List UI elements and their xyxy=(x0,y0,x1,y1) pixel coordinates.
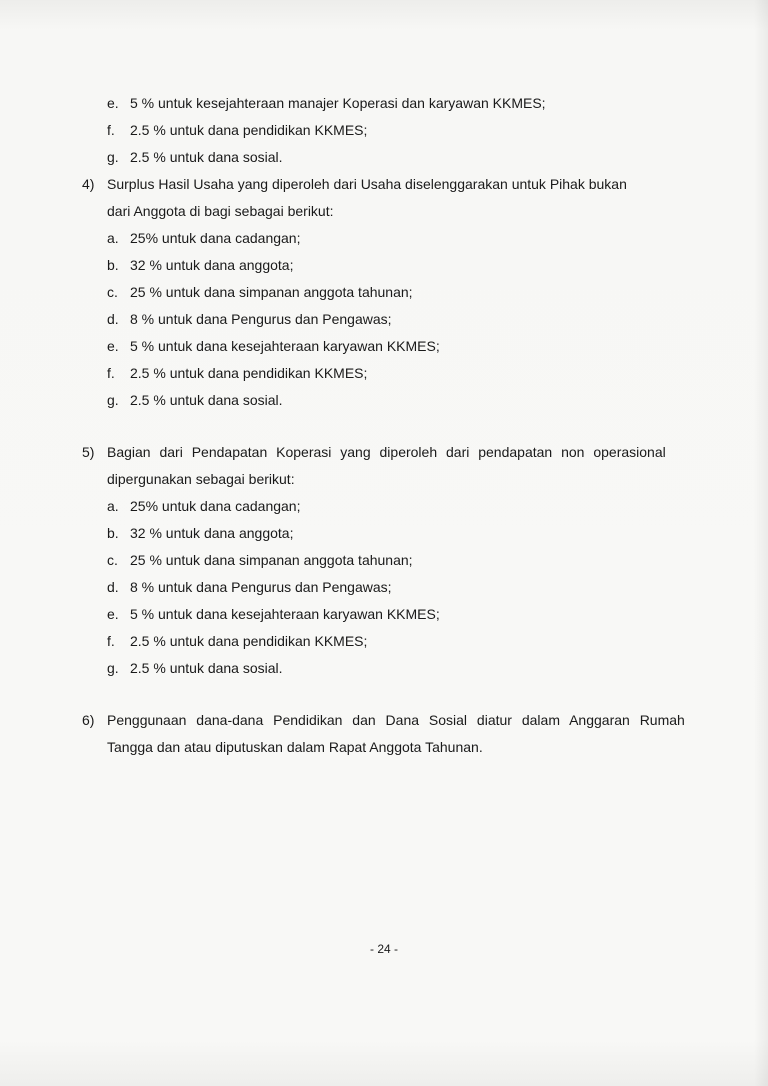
item-text-line: dipergunakan sebagai berikut: xyxy=(107,471,295,487)
list-marker: e. xyxy=(107,338,119,354)
list-item: 32 % untuk dana anggota; xyxy=(130,525,294,541)
list-marker: d. xyxy=(107,579,119,595)
list-item: 2.5 % untuk dana sosial. xyxy=(130,149,283,165)
list-marker: f. xyxy=(107,122,115,138)
item-number: 5) xyxy=(82,444,95,460)
list-item: 5 % untuk dana kesejahteraan karyawan KKMES; xyxy=(130,338,440,354)
list-item: 8 % untuk dana Pengurus dan Pengawas; xyxy=(130,579,392,595)
list-item: 25% untuk dana cadangan; xyxy=(130,230,301,246)
list-item: 2.5 % untuk dana sosial. xyxy=(130,392,283,408)
page-number: - 24 - xyxy=(369,942,398,956)
list-marker: b. xyxy=(107,257,119,273)
list-item: 2.5 % untuk dana pendidikan KKMES; xyxy=(130,365,368,381)
list-item: 2.5 % untuk dana sosial. xyxy=(130,660,283,676)
list-item: 25 % untuk dana simpanan anggota tahunan; xyxy=(130,552,413,568)
list-item: 25 % untuk dana simpanan anggota tahunan; xyxy=(130,284,413,300)
list-marker: b. xyxy=(107,525,119,541)
list-item: 8 % untuk dana Pengurus dan Pengawas; xyxy=(130,311,392,327)
list-marker: a. xyxy=(107,498,119,514)
list-item: 2.5 % untuk dana pendidikan KKMES; xyxy=(130,122,368,138)
scan-shadow xyxy=(754,0,768,1086)
list-marker: g. xyxy=(107,149,119,165)
list-marker: f. xyxy=(107,633,115,649)
item-text-line: Penggunaan dana-dana Pendidikan dan Dana Sosial diatur dalam Anggaran Rumah xyxy=(107,712,685,728)
list-marker: e. xyxy=(107,95,119,111)
item-text-line: dari Anggota di bagi sebagai berikut: xyxy=(107,203,334,219)
list-marker: g. xyxy=(107,660,119,676)
list-item: 25% untuk dana cadangan; xyxy=(130,498,301,514)
list-item: 2.5 % untuk dana pendidikan KKMES; xyxy=(130,633,368,649)
list-marker: a. xyxy=(107,230,119,246)
item-text-line: Tangga dan atau diputuskan dalam Rapat Anggota Tahunan. xyxy=(107,739,483,755)
list-marker: g. xyxy=(107,392,119,408)
item-number: 6) xyxy=(82,712,95,728)
list-marker: c. xyxy=(107,284,118,300)
list-marker: f. xyxy=(107,365,115,381)
item-number: 4) xyxy=(82,176,95,192)
item-text-line: Surplus Hasil Usaha yang diperoleh dari Usaha diselenggarakan untuk Pihak bukan xyxy=(107,176,627,192)
list-marker: c. xyxy=(107,552,118,568)
list-marker: d. xyxy=(107,311,119,327)
item-text-line: Bagian dari Pendapatan Koperasi yang diperoleh dari pendapatan non operasional xyxy=(107,444,666,460)
list-item: 32 % untuk dana anggota; xyxy=(130,257,294,273)
list-item: 5 % untuk dana kesejahteraan karyawan KKMES; xyxy=(130,606,440,622)
list-marker: e. xyxy=(107,606,119,622)
list-item: 5 % untuk kesejahteraan manajer Koperasi dan karyawan KKMES; xyxy=(130,95,546,111)
